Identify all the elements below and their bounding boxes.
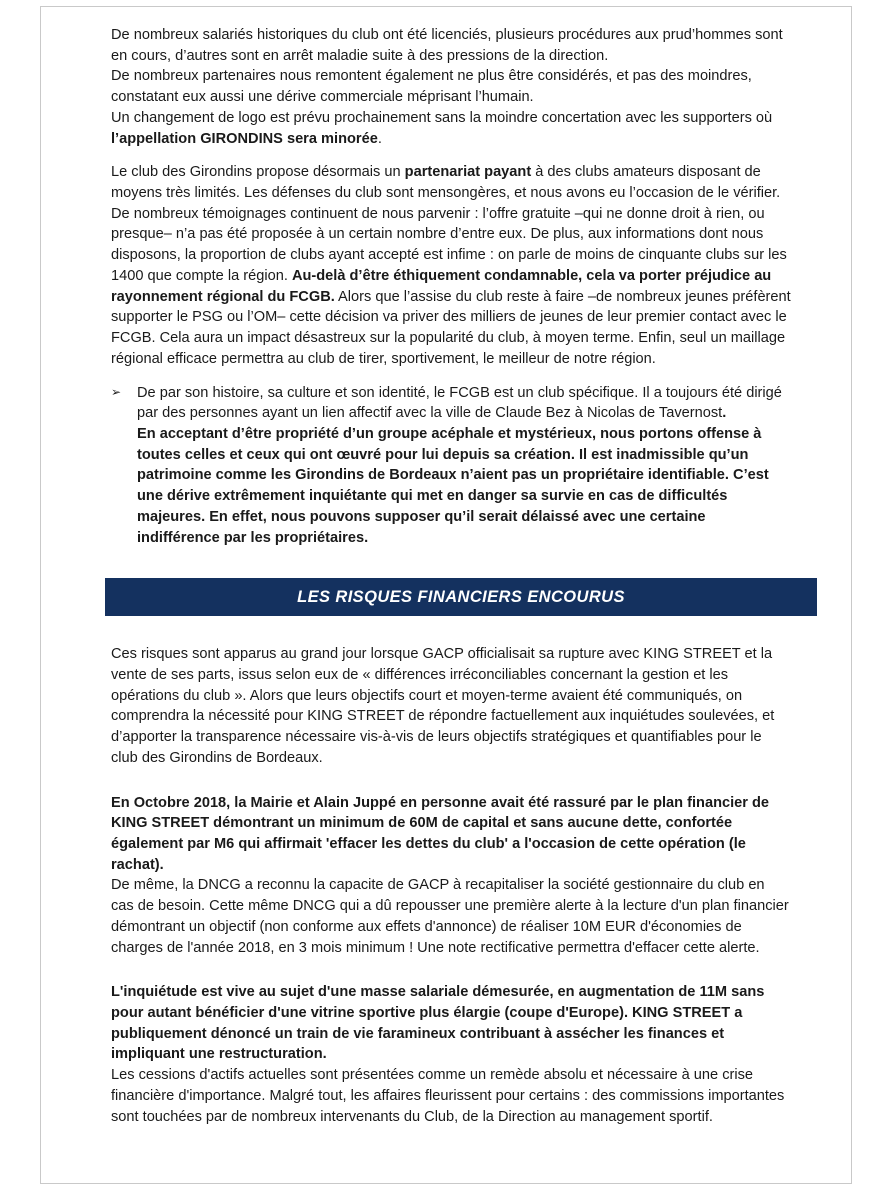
text-run: .: [377, 130, 382, 147]
text-run-bold: Au-delà d’être éthiquement condamnable, cela va porter préjudice au rayonnement régional du FCGB.: [111, 267, 772, 305]
spacer: [111, 782, 791, 793]
section-octobre-2018: [111, 793, 791, 959]
paragraph: [111, 982, 791, 1065]
bullet-arrow-icon: ➢: [111, 384, 122, 399]
text-run-bold: l’appellation GIRONDINS sera minorée: [111, 130, 378, 147]
text-run-bold: L'inquiétude est vive au sujet d'une masse salariale démesurée, en augmentation de 11M sans pour autant bénéficier d'une vitrine sportive plus élargie (coupe d'Europe). KING STREET a publiquement dénoncé un train de vie faramineux contribuant à assécher les finances et impliquant une restructuration.: [111, 984, 765, 1063]
bullet-content: [137, 383, 791, 549]
banner-title: LES RISQUES FINANCIERS ENCOURUS: [297, 587, 625, 606]
text-run: De nombreux partenaires nous remontent également ne plus être considérés, et pas des moindres, constatant eux aussi une dérive commerciale méprisant l’humain.: [111, 68, 752, 106]
section-partenariat: [111, 162, 791, 369]
text-run: Alors que l’assise du club reste à faire –de nombreux jeunes préfèrent supporter le PSG ou l’OM– cette décision va priver des milliers de jeunes de leur premier contact avec le FCGB. Cela aura un impact désastreux sur la popularité du club, à moyen terme. Enfin, seul un maillage régional efficace permettra au club de tirer, sportivement, le meilleur de notre région.: [111, 288, 791, 367]
paragraph: [111, 162, 791, 369]
text-run: De même, la DNCG a reconnu la capacite de GACP à recapitaliser la société gestionnaire du club en cas de besoin. Cette même DNCG qui a dû repousser une première alerte à la lecture d'un plan financier démontrant un objectif (non conforme aux effets d'annonce) de réaliser 10M EUR d'économies de charges de l'année 2018, en 3 mois minimum ! Une note rectificative permettra d'effacer cette alerte.: [111, 877, 789, 956]
paragraph: [137, 383, 791, 424]
text-run-bold: En acceptant d’être propriété d’un groupe acéphale et mystérieux, nous portons offense à toutes celles et ceux qui ont œuvré pour lui depuis sa création. Il est inadmissible qu’un patrimoine comme les Girondins de Bordeaux n’aient pas un propriétaire identifiable. C’est une dérive extrêmement inquiétante qui met en danger sa survie en cas de difficultés majeures. En effet, nous pouvons supposer qu’il serait délaissé avec une certaine indifférence par les propriétaires.: [137, 425, 769, 546]
spacer: [111, 971, 791, 982]
text-run: à des clubs amateurs disposant de moyens très limités. Les défenses du club sont mensongères, et nous avons eu l’occasion de le vérifier. De nombreux témoignages continuent de nous parvenir : l’offre gratuite –qui ne donne droit à rien, ou presque– n’a pas été proposée à un certain nombre d’entre eux. De plus, aux informations dont nous disposons, la proportion de clubs ayant accepté est infime : on parle de moins de cinquante clubs sur les 1400 que compte la région.: [111, 164, 787, 284]
document-sheet: [40, 6, 852, 1184]
section-masse-salariale: [111, 982, 791, 1127]
paragraph: [137, 424, 791, 548]
text-run: De par son histoire, sa culture et son identité, le FCGB est un club spécifique. Il a toujours été dirigé par des personnes ayant un lien affectif avec la ville de Claude Bez à Nicolas de Tavernost: [137, 384, 782, 422]
text-run: Les cessions d'actifs actuelles sont présentées comme un remède absolu et nécessaire à une crise financière d'importance. Malgré tout, les affaires fleurissent pour certains : des commissions importantes sont touchées par de nombreux intervenants du Club, de la Direction au management sportif.: [111, 1067, 785, 1125]
paragraph: [111, 108, 791, 149]
text-run: Ces risques sont apparus au grand jour lorsque GACP officialisait sa rupture avec KING STREET et la vente de ses parts, issus selon eux de « différences irréconciliables concernant la gestion et les opérations du club ». Alors que leurs objectifs court et moyen-terme avaient été communiqués, on comprendra la nécessité pour KING STREET de répondre factuellement aux inquiétudes soulevées, et d’apporter la transparence nécessaire vis-à-vis de leurs objectifs stratégiques et quantifiables pour le club des Girondins de Bordeaux.: [111, 646, 775, 766]
text-run-bold: .: [722, 405, 727, 422]
text-run-bold: En Octobre 2018, la Mairie et Alain Juppé en personne avait été rassuré par le plan financier de KING STREET démontrant un minimum de 60M de capital et sans aucune dette, confortée également par M6 qui affirmait 'effacer les dettes du club' a l'occasion de cette opération (le rachat).: [111, 794, 770, 873]
paragraph: [111, 875, 791, 958]
paragraph: [111, 1065, 791, 1127]
section-banner: [105, 578, 817, 616]
paragraph: [111, 25, 791, 66]
section-risques-intro: [111, 644, 791, 768]
text-run: Un changement de logo est prévu prochainement sans la moindre concertation avec les supporters où: [111, 109, 773, 126]
text-run-bold: partenariat payant: [404, 164, 532, 181]
document-body: [111, 25, 791, 1140]
text-run: De nombreux salariés historiques du club ont été licenciés, plusieurs procédures aux prud’hommes sont en cours, d’autres sont en arrêt maladie suite à des pressions de la direction.: [111, 27, 783, 64]
paragraph: [111, 793, 791, 876]
section-intro: [111, 25, 791, 149]
paragraph: [111, 66, 791, 107]
section-histoire: [111, 383, 791, 549]
paragraph: [111, 644, 791, 768]
text-run: Le club des Girondins propose désormais un: [111, 164, 405, 181]
